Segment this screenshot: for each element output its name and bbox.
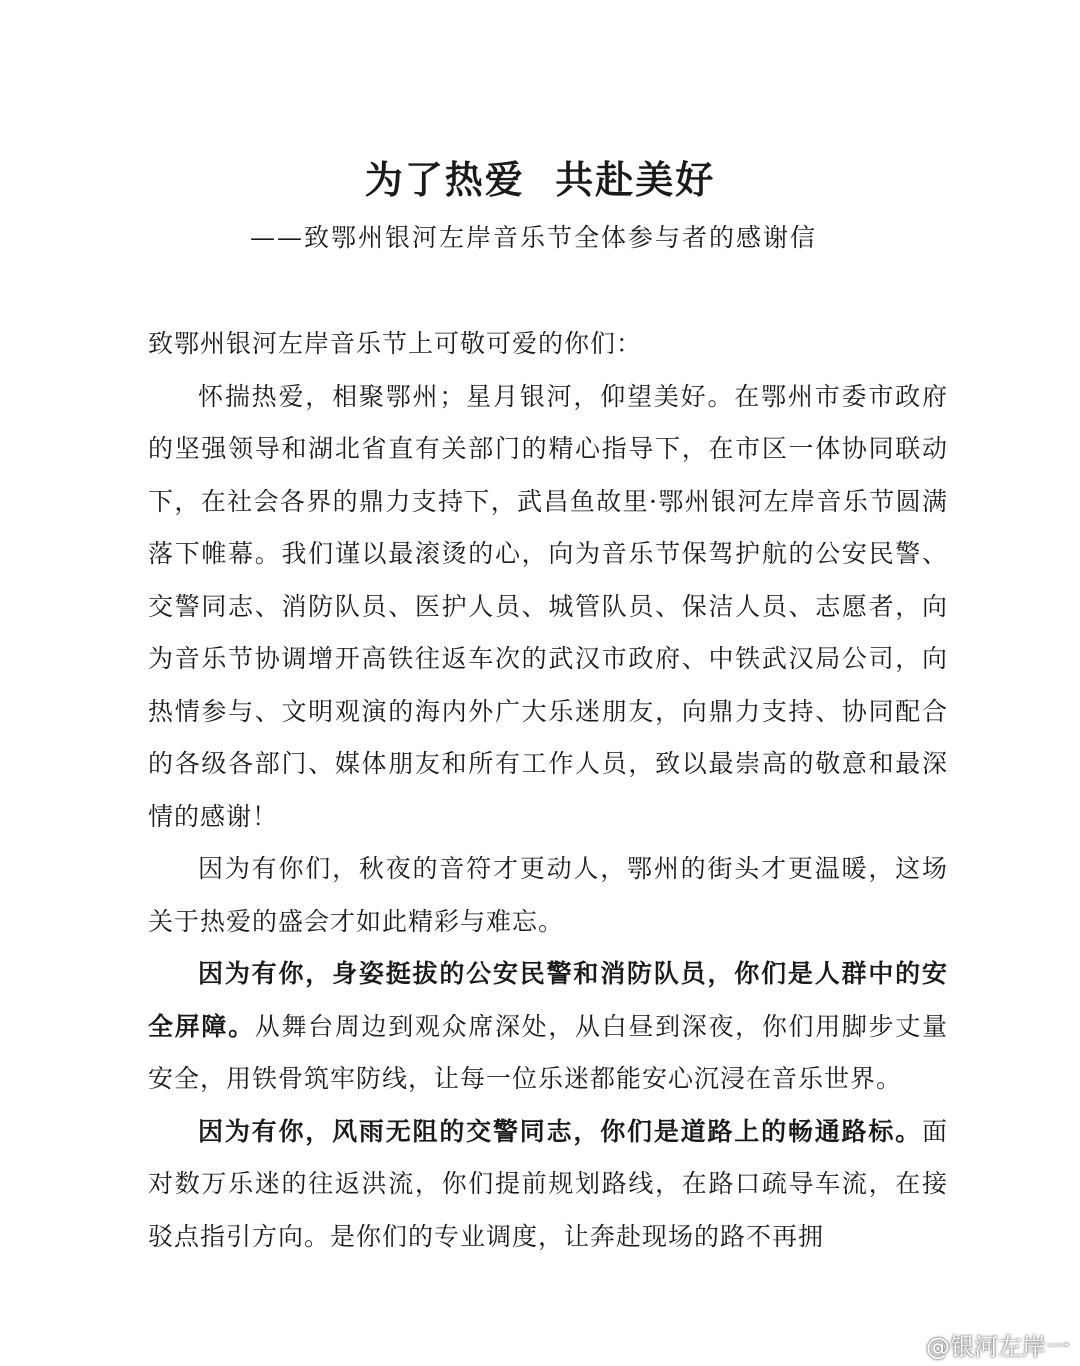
- paragraph-4: [148, 1106, 948, 1264]
- letter-title: 为了热爱 共赴美好: [364, 157, 716, 202]
- paragraph-1: [148, 371, 948, 844]
- paragraph-3-bold: 因为有你，身姿挺拔的公安民警和消防队员，你们是人群中的安全屏障。: [148, 959, 948, 1041]
- paragraph-3: [148, 948, 948, 1106]
- paragraph-3-text: 从舞台周边到观众席深处，从白昼到深夜，你们用脚步丈量安全，用铁骨筑牢防线，让每一位乐迷都能安心沉浸在音乐世界。: [148, 1011, 948, 1093]
- paragraph-1-text: 怀揣热爱，相聚鄂州；星月银河，仰望美好。在鄂州市委市政府的坚强领导和湖北省直有关部门的精心指导下，在市区一体协同联动下，在社会各界的鼎力支持下，武昌鱼故里·鄂州银河左岸音乐节圆满落下帷幕。我们谨以最滚烫的心，向为音乐节保驾护航的公安民警、交警同志、消防队员、医护人员、城管队员、保洁人员、志愿者，向为音乐节协调增开高铁往返车次的武汉市政府、中铁武汉局公司，向热情参与、文明观演的海内外广大乐迷朋友，向鼎力支持、协同配合的各级各部门、媒体朋友和所有工作人员，致以最崇高的敬意和最深情的感谢！: [148, 381, 948, 831]
- letter-subtitle: ——致鄂州银河左岸音乐节全体参与者的感谢信: [250, 223, 818, 252]
- paragraph-2: [148, 843, 948, 948]
- weibo-icon: [886, 1331, 920, 1359]
- weibo-watermark: [886, 1327, 1070, 1362]
- paragraph-2-text: 因为有你们，秋夜的音符才更动人，鄂州的街头才更温暖，这场关于热爱的盛会才如此精彩与难忘。: [148, 854, 948, 936]
- letter-body: [148, 318, 948, 1263]
- paragraph-4-text: 面对数万乐迷的往返洪流，你们提前规划路线，在路口疏导车流，在接驳点指引方向。是你们的专业调度，让奔赴现场的路不再拥: [148, 1116, 948, 1251]
- watermark-text: @银河左岸一: [926, 1333, 1070, 1361]
- salutation: 致鄂州银河左岸音乐节上可敬可爱的你们：: [148, 329, 643, 358]
- paragraph-4-bold: 因为有你，风雨无阻的交警同志，你们是道路上的畅通路标。: [198, 1116, 922, 1146]
